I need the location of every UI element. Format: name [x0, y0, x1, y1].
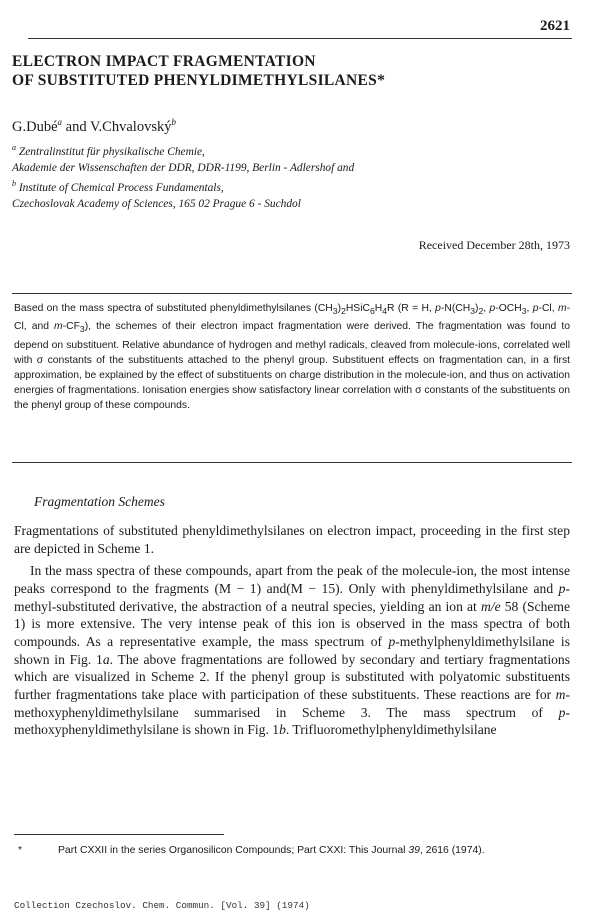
body-text-part: . The above fragmentations are followed by secondary and tertiary fragmentations which are visualized in Scheme 2. If the phenyl group is substituted with polyatomic substituents further fragmentations take place with participation of these substituents. These reactions are for — [14, 651, 570, 702]
body-italic: p — [558, 704, 566, 720]
affiliation-b-mark: b — [12, 179, 16, 189]
body-text-part: 58 (Scheme 1) is more extensive. The very intense peak of this ion is observed in the mass spectra of both compounds. As a representative example, the mass spectrum of — [14, 598, 571, 649]
author-2: V.Chvalovský — [89, 118, 172, 135]
footnote-text: Part CXXII in the series Organosilicon Compounds; Part CXXI: This Journal — [58, 845, 409, 856]
author-connector: and — [62, 118, 90, 135]
affiliations — [12, 140, 560, 212]
abstract-part: -Cl, — [538, 303, 558, 314]
title-line-2: OF SUBSTITUTED PHENYLDIMETHYLSILANES* — [12, 72, 386, 89]
page-number: 2621 — [540, 18, 570, 34]
abstract-part: H — [374, 303, 383, 314]
abstract-part: ) — [475, 303, 479, 314]
affiliation-a-text-1: Zentralinstitut für physikalische Chemie, — [18, 145, 205, 158]
abstract-italic: m — [557, 303, 567, 314]
abstract-subscript: 2 — [341, 306, 346, 317]
abstract-italic: p — [532, 303, 539, 314]
affiliation-a-line-1 — [12, 140, 560, 161]
journal-footer: Collection Czechoslov. Chem. Commun. [Vol. 39] (1974) — [14, 900, 310, 911]
abstract-part: ) — [337, 303, 342, 314]
body-text-part: In the mass spectra of these compounds, apart from the peak of the molecule-ion, the most intense peaks correspond to the fragments (M − 1) and(M − 15). Only with phenyldimethylsilane and — [14, 563, 570, 596]
abstract-subscript: 2 — [478, 306, 484, 317]
body-italic: p — [388, 633, 396, 649]
body-italic: p — [558, 580, 566, 596]
body-italic: a — [102, 651, 110, 667]
author-1: G.Dubé — [12, 118, 58, 135]
abstract-part: -OCH — [495, 303, 522, 314]
abstract-part: R (R = H, — [387, 303, 436, 314]
abstract-part: , — [526, 303, 533, 314]
abstract-part: HSiC — [345, 303, 370, 314]
affiliation-a-line-2: Akademie der Wissenschaften der DDR, DDR-1199, Berlin - Adlershof and — [12, 161, 355, 174]
abstract-part: Based on the mass spectra of substituted phenyldimethylsilanes (CH — [14, 303, 333, 314]
affiliation-a-mark: a — [12, 143, 16, 152]
abstract-part: -N(CH — [440, 303, 471, 314]
title-line-1: ELECTRON IMPACT FRAGMENTATION — [12, 53, 316, 70]
abstract-top-rule — [12, 293, 572, 294]
abstract-part: -CF — [62, 321, 80, 333]
body-italic: m/e — [480, 598, 501, 614]
affiliation-b-line-2: Czechoslovak Academy of Sciences, 165 02 Prague 6 - Suchdol — [12, 197, 301, 210]
abstract-italic: p — [435, 303, 441, 314]
abstract-part: -Cl, and — [14, 303, 571, 333]
abstract-subscript: 3 — [470, 306, 476, 317]
abstract-italic: p — [489, 303, 496, 314]
header-rule — [28, 38, 572, 39]
body-text-part: . Trifluoromethylphenyldimethylsilane — [285, 722, 497, 738]
abstract-subscript: 3 — [521, 306, 527, 317]
author-1-mark: a — [57, 117, 63, 127]
affiliation-b-line-1 — [12, 176, 560, 197]
authors — [12, 117, 176, 136]
abstract-part: , — [483, 303, 490, 314]
received-date: Received December 28th, 1973 — [418, 238, 570, 252]
body-text-part: -methoxyphenyldimethylsilane summarised in Scheme 3. The mass spectrum of — [14, 686, 570, 720]
abstract-italic: m — [54, 321, 63, 333]
footnote-text: , 2616 (1974). — [419, 845, 485, 856]
footnote-volume: 39 — [408, 845, 420, 856]
body-italic: m — [555, 686, 566, 702]
body-text — [14, 522, 570, 739]
abstract — [14, 301, 570, 414]
affiliation-b-text-1: Institute of Chemical Process Fundamentals, — [18, 182, 224, 194]
body-text-part: -methylphenyldimethylsilane is shown in Fig. 1 — [14, 633, 570, 667]
body-paragraph-2 — [14, 562, 570, 739]
body-italic: b — [279, 722, 286, 738]
abstract-subscript: 4 — [382, 306, 388, 317]
abstract-part: ), the schemes of their electron impact fragmentation were derived. The fragmentation was found to depend on substituent. Relative abundance of hydrogen and methyl radicals, cleaved from molecule-ions, correlated well with σ constants of the substituents attached to the phenyl group. Substituent effects on fragmentation can, in a first approximation, be explained by the effect of substituents on charge distribution in the molecule-ion, and thus on activation energies of fragmentations. Ionisation energies show satisfactory linear correlation with σ constants of the substituents on the phenyl group of these compounds. — [14, 321, 570, 412]
abstract-subscript: 3 — [79, 324, 85, 335]
body-text-part: -methyl-substituted derivative, the abstraction of a neutral species, yielding an ion at — [14, 580, 570, 614]
body-text-part: -methoxyphenyldimethylsilane is shown in Fig. 1 — [14, 704, 570, 738]
article-title — [12, 52, 580, 90]
author-2-mark: b — [171, 117, 176, 127]
abstract-subscript: 6 — [369, 306, 375, 317]
footnote-rule — [14, 834, 224, 835]
body-paragraph-1: Fragmentations of substituted phenyldimethylsilanes on electron impact, proceeding in the first step are depicted in Scheme 1. — [14, 523, 570, 556]
abstract-bottom-rule — [12, 462, 572, 463]
footnote-marker: * — [18, 845, 23, 856]
section-heading: Fragmentation Schemes — [34, 494, 165, 509]
abstract-subscript: 3 — [332, 306, 338, 317]
footnote — [14, 844, 570, 858]
